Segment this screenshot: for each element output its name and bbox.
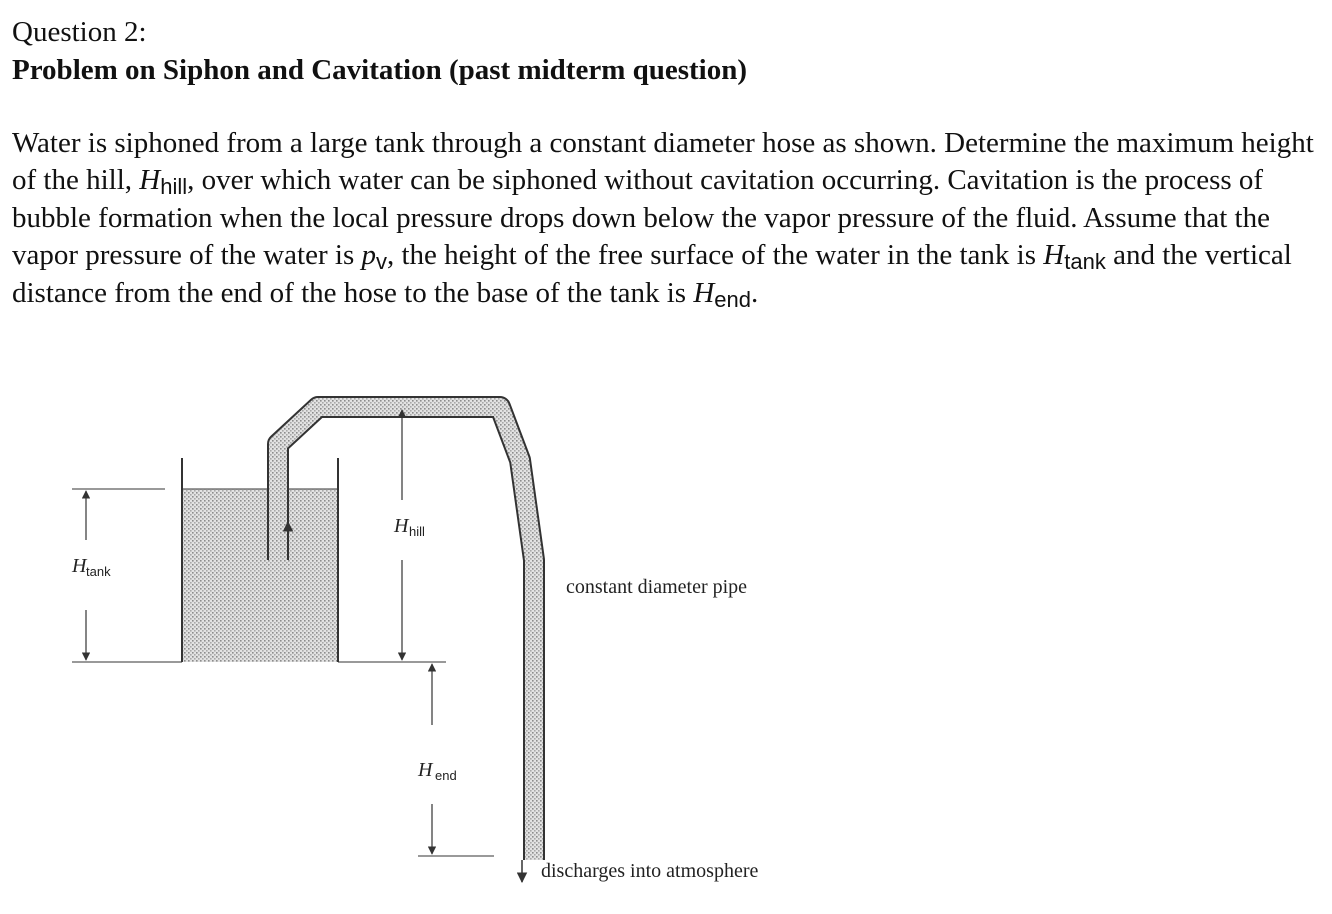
h-tank-label-sub: tank <box>86 564 111 579</box>
p-v-subscript: v <box>376 248 387 274</box>
h-hill-subscript: hill <box>160 173 188 199</box>
h-tank-label: H <box>72 555 87 577</box>
problem-title: Problem on Siphon and Cavitation (past midterm question) <box>12 54 748 86</box>
body-text-2: , over which water can be siphoned without cavitation occurring. Cavitation is the process of bubble formation when the local pressure drops down below the vapor pressure of the fluid. Assume that the vapor pressure of the water is <box>12 163 1270 271</box>
h-tank-subscript: tank <box>1064 248 1106 274</box>
h-end-label: H <box>418 759 433 781</box>
h-hill-label-sub: hill <box>409 524 425 539</box>
body-text-3: , the height of the free surface of the water in the tank is <box>387 238 1044 271</box>
problem-statement <box>12 125 1322 314</box>
h-end-label-sub: end <box>435 768 457 783</box>
question-number: Question 2: <box>12 16 147 48</box>
body-text-1: Water is siphoned from a large tank through a constant diameter hose as shown. Determine the maximum height of the hill, <box>12 127 1314 196</box>
p-v-symbol: p <box>361 238 376 271</box>
h-end-symbol: H <box>693 277 715 309</box>
h-tank-symbol: H <box>1043 238 1065 271</box>
pipe-label: constant diameter pipe <box>566 576 748 598</box>
h-end-subscript: end <box>714 287 751 312</box>
body-text-4: and the vertical distance from the end of the hose to the base of the tank is <box>12 238 1292 309</box>
h-hill-symbol: H <box>139 163 161 196</box>
body-text-5: . <box>750 277 759 309</box>
tank-water <box>182 489 338 662</box>
discharge-label: discharges into atmosphere <box>541 860 759 882</box>
siphon-diagram <box>0 360 1332 914</box>
h-hill-label: H <box>394 515 409 537</box>
